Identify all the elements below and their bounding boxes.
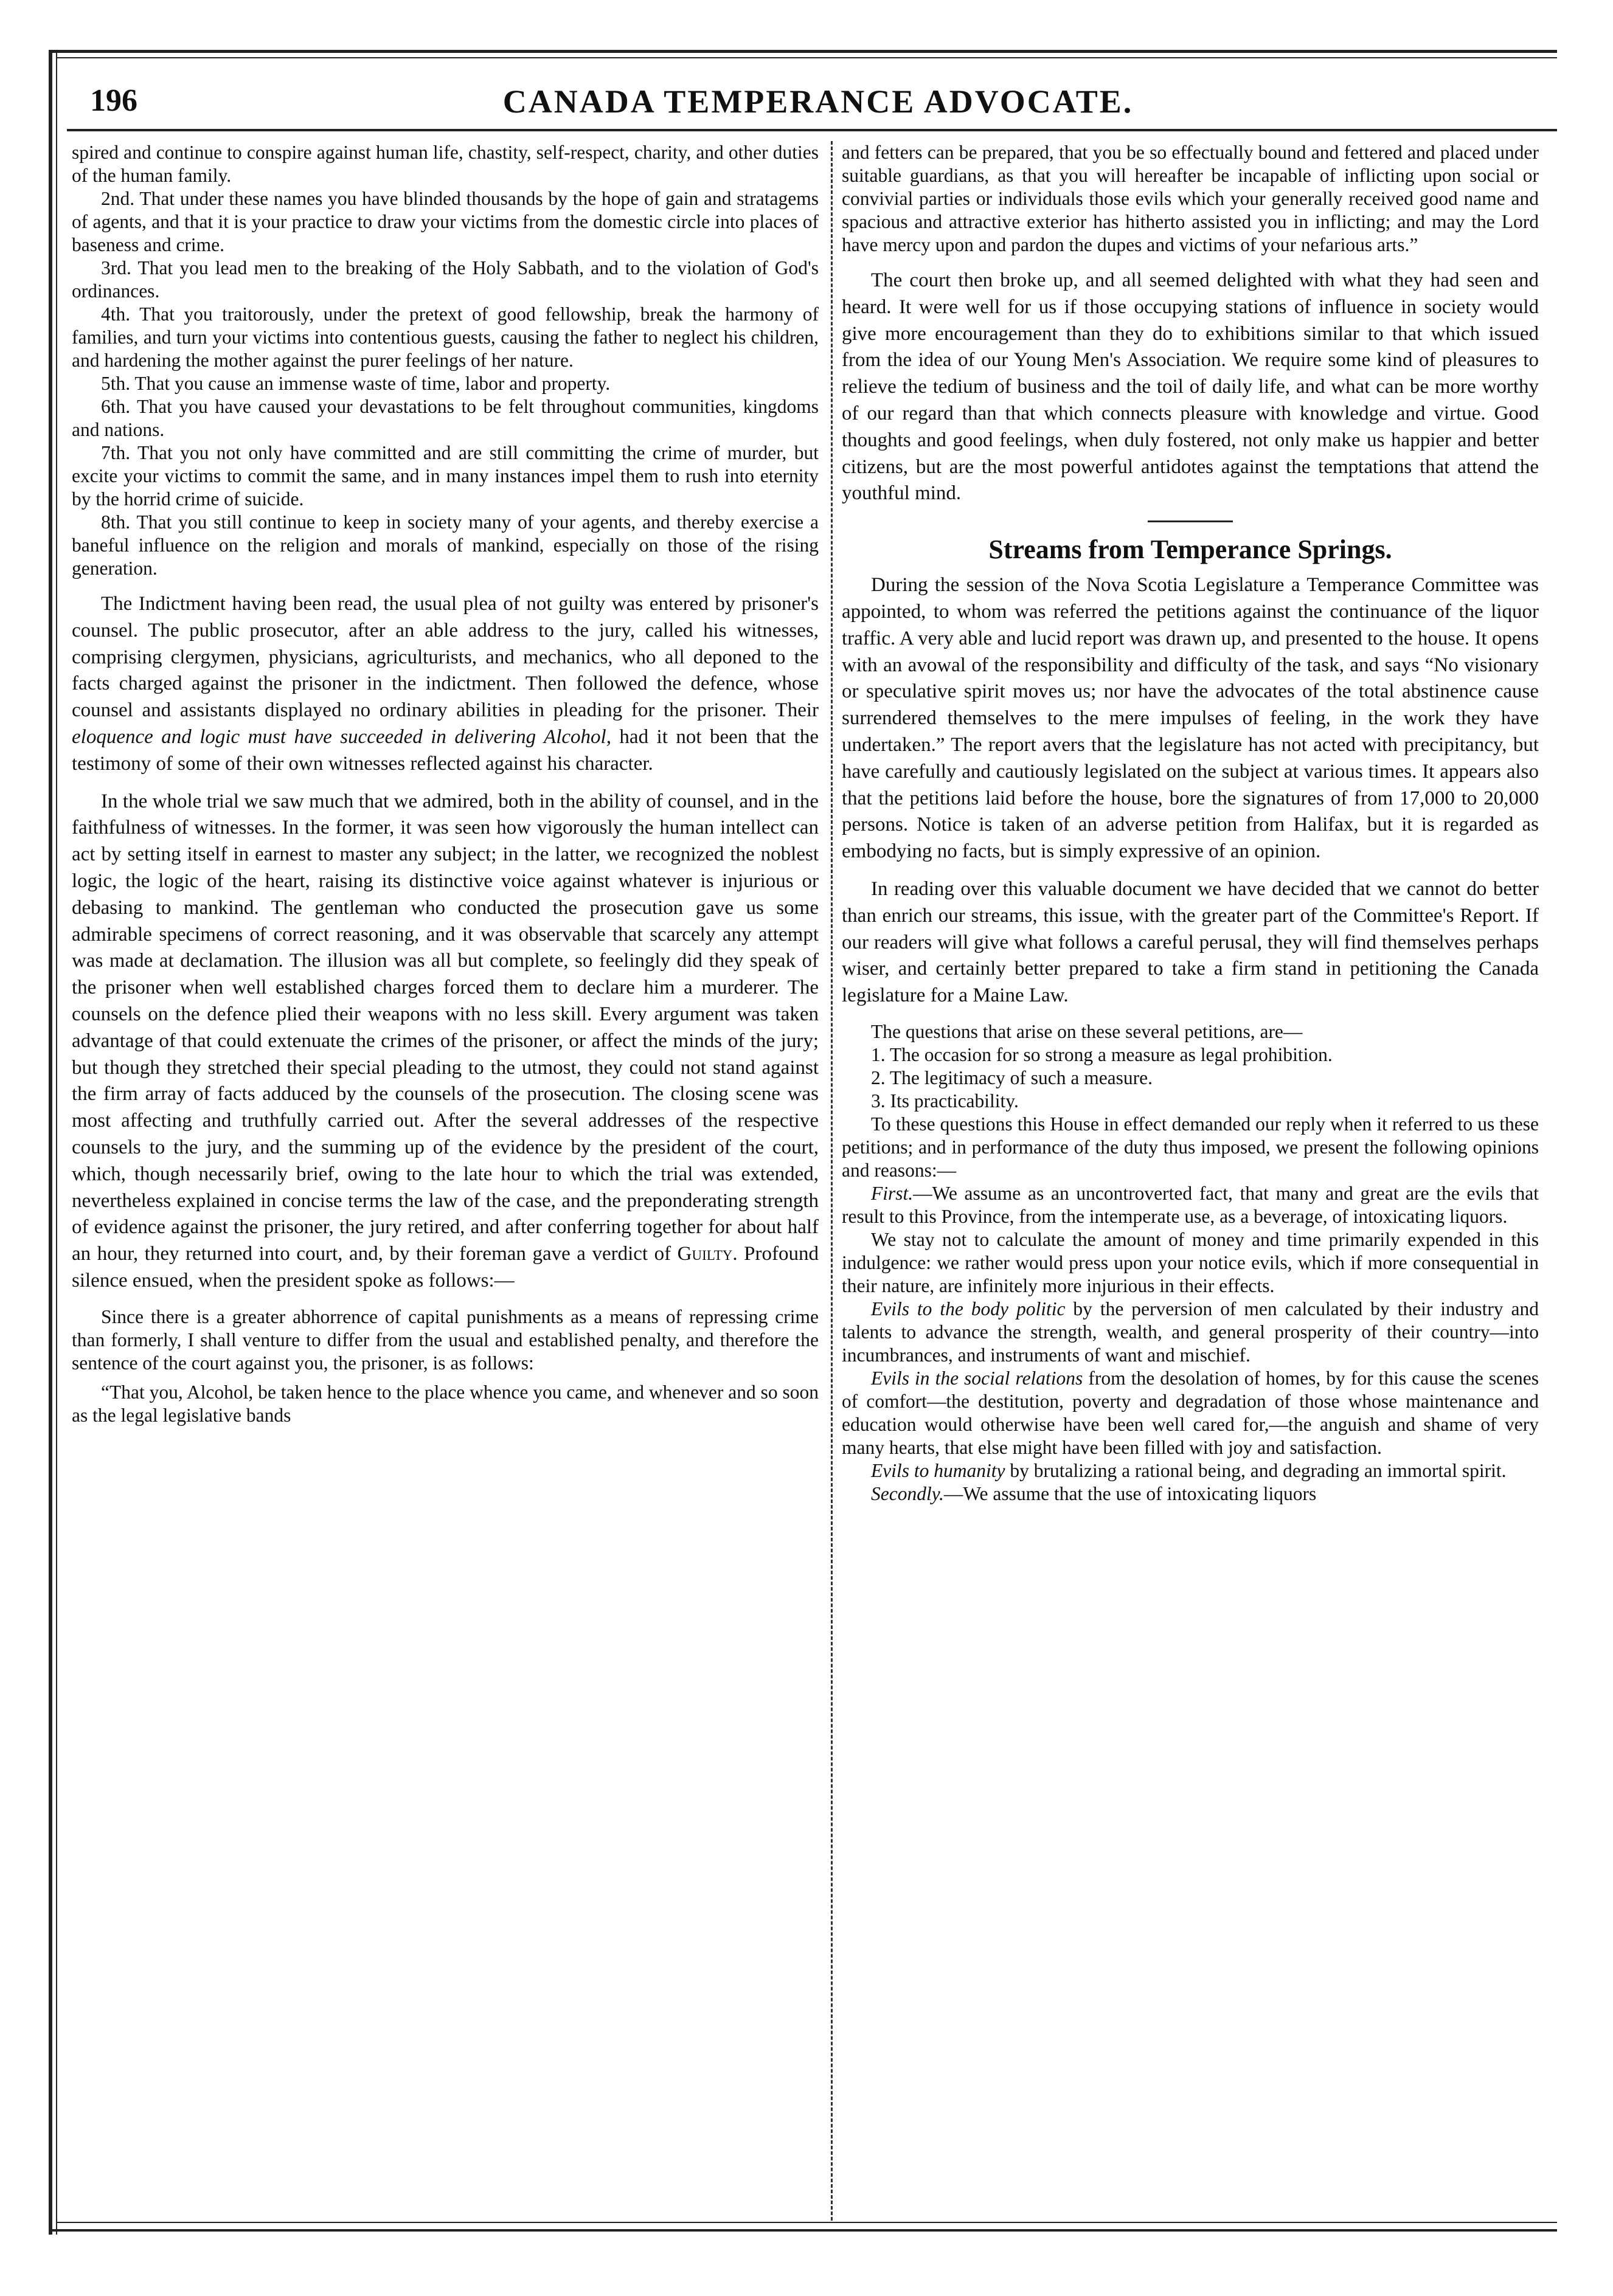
page-border-left [49, 52, 52, 2235]
evils-humanity-label: Evils to humanity [871, 1459, 1005, 1481]
indictment-continuation: spired and continue to conspire against human life, chastity, self-respect, charity, and other duties of the human family. [72, 142, 819, 186]
sentence-quote: “That you, Alcohol, be taken hence to the place whence you came, and whenever and so soon as the legal legislative bands [72, 1381, 819, 1426]
page-border-bottom-inner [56, 2222, 1557, 2223]
indictment-count-3: 3rd. That you lead men to the breaking of the Holy Sabbath, and to the violation of God's ordinances. [72, 257, 819, 302]
evils-body-politic [842, 1298, 1539, 1367]
left-column [72, 141, 819, 2215]
second-text: —We assume that the use of intoxicating liquors [943, 1482, 1317, 1504]
sentence-quote-continued: and fetters can be prepared, that you be so effectually bound and fettered and placed under suitable guardians, as that you will hereafter be incapable of inflicting upon social or convivial parties or individuals those evils which your generally received good name and spacious and attractive exterior has hitherto assisted you in inflicting; and may the Lord have mercy upon and pardon the dupes and victims of your nefarious arts.” [842, 142, 1539, 255]
indictment-count-8: 8th. That you still continue to keep in society many of your agents, and thereby exercise a baneful influence on the religion and morals of mankind, especially on those of the rising generation. [72, 511, 819, 579]
question-3: 3. Its practicability. [871, 1090, 1019, 1112]
right-column [842, 141, 1539, 2215]
page-border-top-inner [56, 57, 1557, 58]
first-label: First. [871, 1182, 914, 1204]
page-border-top [49, 50, 1557, 53]
questions-intro: The questions that arise on these several petitions, are— [871, 1020, 1303, 1042]
trial-review-paragraph [72, 789, 819, 1295]
section-title: Streams from Temperance Springs. [988, 534, 1392, 565]
indictment-count-7: 7th. That you not only have committed and are still committing the crime of murder, but excite your victims to commit the same, and in many instances impel them to rush into eternity by the horrid crime of suicide. [72, 442, 819, 510]
page-header [79, 79, 1557, 128]
evils-social-label: Evils in the social relations [871, 1367, 1083, 1389]
indictment-count-6: 6th. That you have caused your devastations to be felt throughout communities, kingdoms and nations. [72, 396, 819, 440]
header-rule [67, 129, 1557, 131]
indictment-count-5: 5th. That you cause an immense waste of time, labor and property. [101, 373, 611, 394]
evils-humanity-text: by brutalizing a rational being, and degrading an immortal spirit. [1005, 1459, 1507, 1481]
evils-body-politic-label: Evils to the body politic [871, 1298, 1066, 1319]
review-text-b: Profound silence ensued, when the president spoke as follows:— [72, 1243, 819, 1292]
first-text: —We assume as an uncontroverted fact, that many and great are the evils that result to this Province, from the intemperate use, as a beverage, of intoxicating liquors. [842, 1182, 1539, 1227]
money-text-a: We stay not to calculate the amount of money and time primarily [871, 1228, 1400, 1250]
sentence-intro: Since there is a greater abhorrence of capital punishments as a means of repressing crime than formerly, I shall venture to differ from the usual and established penalty, and therefore the sentence of the court against you, the prisoner, is as follows: [72, 1305, 819, 1374]
page-border-bottom [49, 2229, 1557, 2232]
money-time-paragraph [842, 1228, 1539, 1298]
column-divider [831, 141, 833, 2221]
evils-body-politic-text: by the perversion of men calculated by their industry and talents to advance the strength, wealth, and general prosperity of their country—into incumbrances, and instruments of want and mischief. [842, 1298, 1539, 1366]
question-2: 2. The legitimacy of such a measure. [871, 1067, 1153, 1088]
evils-social-text: from the desolation of homes, by for this cause the scenes of comfort—the destitution, poverty and degradation of those whose maintenance and education would otherwise have been well cared for,—the anguish and shame of very many hearts, that else might have been filled with joy and satisfaction. [842, 1367, 1539, 1458]
house-reply-paragraph: To these questions this House in effect demanded our reply when it referred to us these petitions; and in performance of the duty thus imposed, we present the following opinions and reasons:— [842, 1113, 1539, 1181]
court-closing-paragraph: The court then broke up, and all seemed delighted with what they had seen and heard. It were well for us if those occupying stations of influence in society would give more encouragement than they do to exhibitions similar to that which issued from the idea of our Young Men's Association. We require some kind of pleasures to relieve the tedium of business and the toil of daily life, and what can be more worthy of our regard than that which connects pleasure with knowledge and virtue. Good thoughts and good feelings, when duly fostered, not only make us happier and better citizens, but are the most powerful antidotes against the temptations that attend the youthful mind. [842, 269, 1539, 505]
report-reading-paragraph: In reading over this valuable document we have decided that we cannot do better than enrich our streams, this issue, with the greater part of the Committee's Report. If our readers will give what follows a careful perusal, they will find themselves perhaps wiser, and certainly better prepared to take a firm stand in petitioning the Canada legislature for a Maine Law. [842, 877, 1539, 1007]
review-text-a: In the whole trial we saw much that we admired, both in the ability of counsel, and in the faithfulness of witnesses. In the former, it was seen how vigorously the human intellect can act by setting itself in earnest to master any subject; in the latter, we recognized the noblest logic, the logic of the heart, raising its distinctive voice against whatever is injurious or debasing to mankind. The gentleman who conducted the prosecution gave us some admirable specimens of correct reasoning, and it was observable that scarcely any attempt was made at declamation. The illusion was all but complete, so feelingly did they speak of the prisoner when well established charges forced them to declare him a murderer. The counsels on the defence plied their weapons with no less skill. Every argument was taken advantage of that could extenuate the crimes of the prisoner, or affect the minds of the jury; but though they stretched their special pleading to the utmost, they could not stand against the firm array of facts adduced by the counsels of the prosecution. The closing scene was most affecting and truthfully carried out. After the several addresses of the respective counsels to the jury, and the summing up of the evidence by the president of the court, which, though necessarily brief, owing to the late hour to which the trial was extended, nevertheless explained in concise terms the law of the case, and the preponderating strength of evidence against the prisoner, the jury retired, and after conferring together for about half an hour, they returned into court, and, by their foreman gave a verdict of [72, 790, 819, 1265]
evils-social-relations [842, 1367, 1539, 1459]
verdict-text: Guilty. [677, 1243, 738, 1265]
second-assumption [842, 1482, 1539, 1506]
masthead-title: CANADA TEMPERANCE ADVOCATE. [502, 83, 1134, 120]
indictment-count-2: 2nd. That under these names you have blinded thousands by the hope of gain and stratagems of agents, and that it is your practice to draw your victims from the domestic circle into places of baseness and crime. [72, 188, 819, 255]
indictment-count-4: 4th. That you traitorously, under the pretext of good fellowship, break the harmony of families, and turn your victims into contentious guests, causing the father to neglect his children, and hardening the mother against the purer feelings of her nature. [72, 303, 819, 371]
second-label: Secondly. [871, 1482, 944, 1504]
trial-paragraph [72, 591, 819, 778]
trial-text-a: The Indictment having been read, the usual plea of not guilty was entered by prisoner's counsel. The public prosecutor, after an able address to the jury, called his witnesses, comprising clergymen, physicians, agriculturists, and mechanics, who all deponed to the facts charged against the prisoner in the indictment. Then followed the defence, whose counsel and assistants displayed no ordinary abilities in pleading for the prisoner. Their [72, 593, 819, 722]
page-border-left-inner [56, 52, 57, 2235]
trial-text-emphasis: eloquence and logic must have succeeded in delivering Alcohol, [72, 725, 611, 748]
evils-humanity [842, 1459, 1539, 1482]
first-assumption [842, 1182, 1539, 1228]
trial-text-b: had it not been that the testimony of some of their own witnesses reflected against his character. [72, 725, 819, 775]
question-1: 1. The occasion for so strong a measure as legal prohibition. [871, 1043, 1333, 1065]
nova-scotia-paragraph: During the session of the Nova Scotia Legislature a Temperance Committee was appointed, to whom was referred the petitions against the continuance of the liquor traffic. A very able and lucid report was drawn up, and presented to the house. It opens with an avowal of the responsibility and difficulty of the task, and says “No visionary or speculative spirit moves us; nor have the advocates of the total abstinence cause surrendered themselves to the mere impulses of feeling, in the work they have undertaken.” The report avers that the legislature has not acted with precipitancy, but have carefully and cautiously legislated on the subject at various times. It appears also that the petitions laid before the house, bore the signatures of from 17,000 to 20,000 persons. Notice is taken of an adverse petition from Halifax, but it is regarded as embodying no facts, but is simply expressive of an opinion. [842, 574, 1539, 863]
section-separator [1148, 520, 1233, 522]
money-text-b: expended in this indulgence: we rather would press upon your notice evils, which if more consequential in their nature, are infinitely more injurious in their effects. [842, 1228, 1539, 1296]
page-number: 196 [90, 83, 137, 118]
